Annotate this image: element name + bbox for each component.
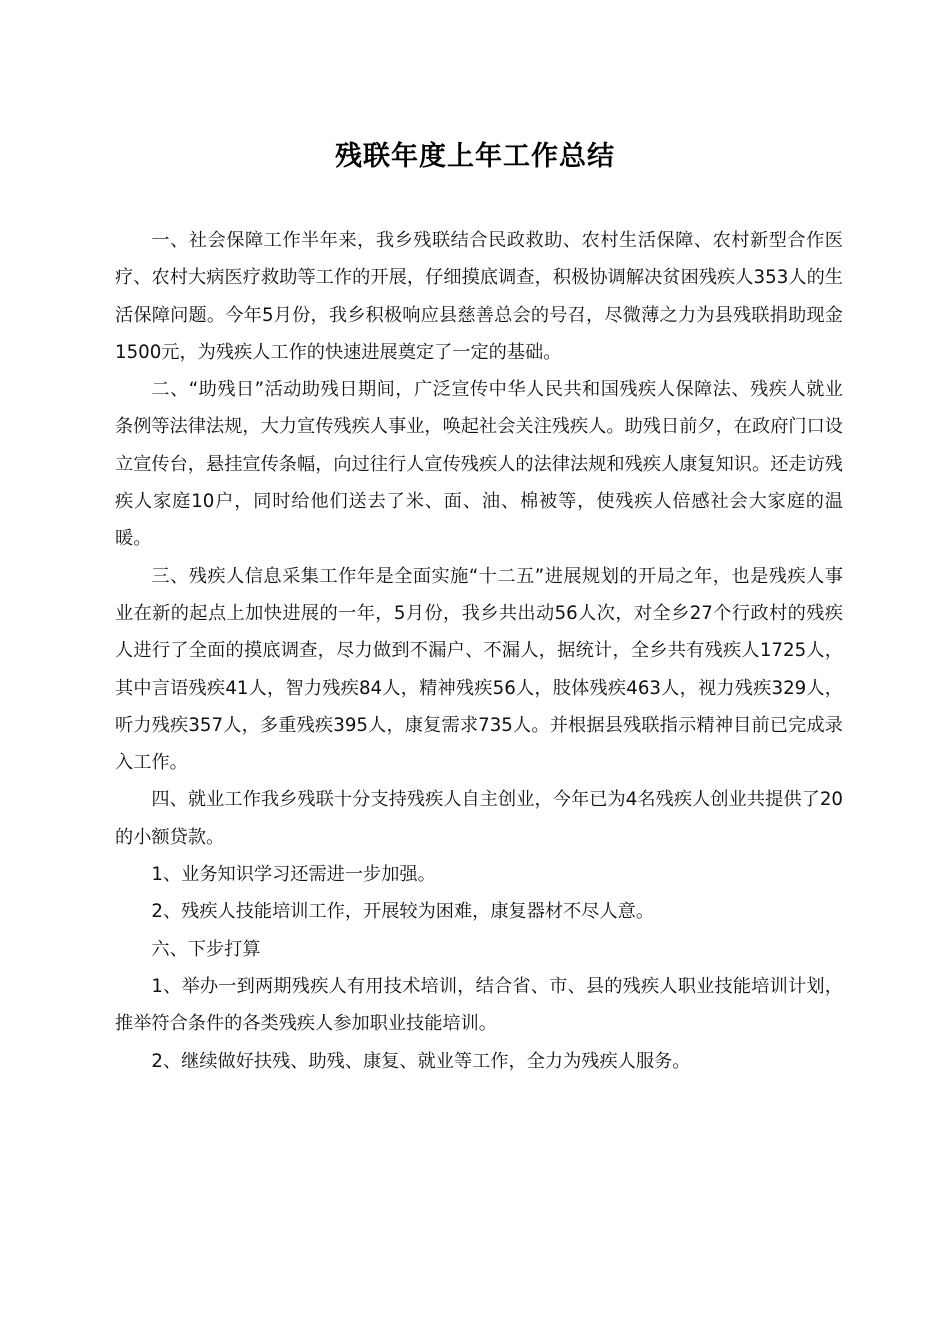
paragraph-information-collection: 三、残疾人信息采集工作年是全面实施“十二五”进展规划的开局之年，也是残疾人事业在新的起点上加快进展的一年，5月份，我乡共出动56人次，对全乡27个行政村的残疾人进行了全面的摸底调查，尽力做到不漏户、不漏人，据统计，全乡共有残疾人1725人，其中言语残疾41人，智力残疾84人，精神残疾56人，肢体残疾463人，视力残疾329人，听力残疾357人，多重残疾395人，康复需求735人。并根据县残联指示精神目前已完成录入工作。 bbox=[115, 565, 843, 774]
document-title: 残联年度上年工作总结 bbox=[335, 141, 615, 172]
paragraph-issue-2: 2、残疾人技能培训工作，开展较为困难，康复器材不尽人意。 bbox=[151, 901, 655, 923]
paragraph-social-security: 一、社会保障工作半年来，我乡残联结合民政救助、农村生活保障、农村新型合作医疗、农村大病医疗救助等工作的开展，仔细摸底调查，积极协调解决贫困残疾人353人的生活保障问题。今年5月份，我乡积极响应县慈善总会的号召，尽微薄之力为县残联捐助现金1500元，为残疾人工作的快速进展奠定了一定的基础。 bbox=[115, 230, 843, 363]
paragraph-next-steps-heading: 六、下步打算 bbox=[151, 938, 261, 960]
paragraph-employment: 四、就业工作我乡残联十分支持残疾人自主创业，今年已为4名残疾人创业共提供了20的小额贷款。 bbox=[115, 789, 843, 848]
paragraph-issue-1: 1、业务知识学习还需进一步加强。 bbox=[151, 864, 436, 886]
document-body bbox=[115, 222, 843, 1080]
paragraph-disability-day: 二、“助残日”活动助残日期间，广泛宣传中华人民共和国残疾人保障法、残疾人就业条例等法律法规，大力宣传残疾人事业，唤起社会关注残疾人。助残日前夕，在政府门口设立宣传台，悬挂宣传条幅，向过往行人宣传残疾人的法律法规和残疾人康复知识。还走访残疾人家庭10户，同时给他们送去了米、面、油、棉被等，使残疾人倍感社会大家庭的温暖。 bbox=[115, 379, 843, 550]
paragraph-plan-1: 1、举办一到两期残疾人有用技术培训，结合省、市、县的残疾人职业技能培训计划，推举符合条件的各类残疾人参加职业技能培训。 bbox=[115, 975, 843, 1035]
paragraph-plan-2: 2、继续做好扶残、助残、康复、就业等工作，全力为残疾人服务。 bbox=[151, 1050, 691, 1072]
